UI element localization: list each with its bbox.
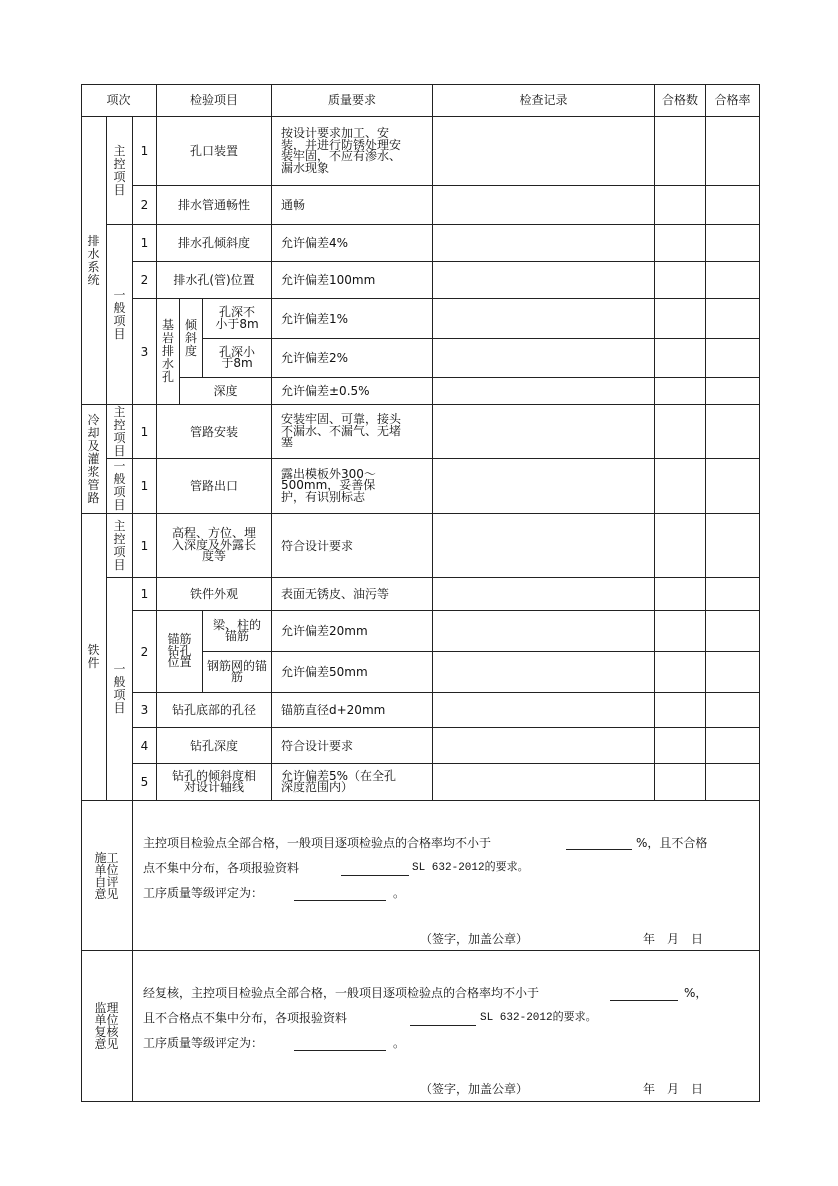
supervisor-line2-suffix: SL 632-2012的要求。: [480, 1012, 597, 1024]
quality-req-text: 安装牢固、可靠，接头不漏水、不漏气、无堵塞: [281, 412, 402, 450]
self-eval-period: 。: [393, 886, 406, 900]
self-eval-date: 年 月 日: [643, 932, 704, 946]
self-eval-line2-suffix: SL 632-2012的要求。: [412, 862, 529, 874]
category-main-1: [107, 117, 133, 225]
pass-rate-cell[interactable]: [706, 339, 760, 378]
self-eval-docs-blank[interactable]: [341, 863, 409, 876]
supervisor-docs-blank[interactable]: [410, 1013, 476, 1026]
supervisor-period: 。: [393, 1036, 406, 1050]
check-item: [203, 299, 272, 339]
quality-req: 允许偏差1%: [272, 299, 433, 339]
pass-rate-cell[interactable]: [706, 186, 760, 225]
quality-req: 允许偏差4%: [272, 225, 433, 262]
pass-rate-cell[interactable]: [706, 652, 760, 693]
check-item-text: 梁、柱的锚筋: [213, 617, 262, 643]
quality-req: [272, 459, 433, 514]
section-iron-label: 铁件: [87, 643, 100, 670]
check-record-cell[interactable]: [433, 186, 655, 225]
pass-count-cell[interactable]: [655, 611, 706, 652]
pass-count-cell[interactable]: [655, 514, 706, 578]
row-no: 2: [133, 186, 157, 225]
pass-count-cell[interactable]: [655, 728, 706, 764]
quality-req: 允许偏差2%: [272, 339, 433, 378]
row-no: 3: [133, 693, 157, 728]
section-cooling: [81, 405, 107, 514]
row-no: 5: [133, 764, 157, 801]
pass-rate-cell[interactable]: [706, 611, 760, 652]
self-eval-line2-text: 点不集中分布，各项报验资料: [143, 861, 300, 875]
category-main-label: 主控项目: [113, 405, 126, 458]
check-item: 孔口装置: [157, 117, 272, 186]
category-main-2: [107, 405, 133, 459]
quality-req: [272, 405, 433, 459]
category-general-label: 一般项目: [113, 662, 126, 715]
supervisor-line1-suffix: %，: [684, 986, 708, 1000]
check-record-cell[interactable]: [433, 728, 655, 764]
quality-req: [272, 764, 433, 801]
category-general-label: 一般项目: [113, 287, 126, 341]
check-record-cell[interactable]: [433, 578, 655, 611]
pass-count-cell[interactable]: [655, 339, 706, 378]
pass-rate-cell[interactable]: [706, 225, 760, 262]
row-no: 1: [133, 117, 157, 186]
check-item: 排水孔倾斜度: [157, 225, 272, 262]
pass-count-cell[interactable]: [655, 405, 706, 459]
check-item: [203, 611, 272, 652]
pass-rate-cell[interactable]: [706, 764, 760, 801]
pass-count-cell[interactable]: [655, 262, 706, 299]
supervisor-label-text: 监理单位复核意见: [94, 1001, 119, 1051]
row-no: 1: [133, 578, 157, 611]
check-item-text: 高程、方位、埋入深度及外露长度等: [171, 526, 256, 564]
quality-req: 锚筋直径d+20mm: [272, 693, 433, 728]
pass-rate-cell[interactable]: [706, 578, 760, 611]
row-no: 4: [133, 728, 157, 764]
header-quality-req: 质量要求: [272, 84, 433, 117]
supervisor-sign: （签字，加盖公章）: [420, 1082, 529, 1096]
quality-req-text: 允许偏差5%（在全孔深度范围内）: [281, 768, 397, 794]
supervisor-date: 年 月 日: [643, 1082, 704, 1096]
check-record-cell[interactable]: [433, 764, 655, 801]
section-drainage: [81, 117, 107, 405]
pass-rate-cell[interactable]: [706, 378, 760, 405]
check-item: [203, 652, 272, 693]
row-no: 3: [133, 299, 157, 405]
row-no: 1: [133, 514, 157, 578]
check-item-text: 孔深不小于8m: [215, 305, 259, 331]
self-eval-label-text: 施工单位自评意见: [94, 850, 119, 901]
self-eval-body: [133, 801, 760, 951]
check-record-cell[interactable]: [433, 652, 655, 693]
section-iron: [81, 514, 107, 801]
check-record-cell[interactable]: [433, 339, 655, 378]
check-record-cell[interactable]: [433, 693, 655, 728]
quality-req-text: 按设计要求加工、安装，并进行防锈处理安装牢固，不应有渗水、漏水现象: [281, 126, 402, 175]
pass-count-cell[interactable]: [655, 225, 706, 262]
supervisor-line2-text: 且不合格点不集中分布，各项报验资料: [143, 1011, 348, 1025]
header-check-record: 检查记录: [433, 84, 655, 117]
self-eval-line1-suffix: %，且不合格: [636, 836, 708, 850]
check-item: [157, 764, 272, 801]
check-record-cell[interactable]: [433, 611, 655, 652]
check-item: [203, 339, 272, 378]
quality-req: 允许偏差20mm: [272, 611, 433, 652]
group-bedrock-drain: [157, 299, 180, 405]
row-no: 1: [133, 225, 157, 262]
group-anchor-drill-position: [157, 611, 203, 693]
check-item: 钻孔底部的孔径: [157, 693, 272, 728]
pass-count-cell[interactable]: [655, 764, 706, 801]
section-cooling-label: 冷却及灌浆管路: [87, 412, 100, 505]
supervisor-label: [81, 951, 133, 1102]
pass-count-cell[interactable]: [655, 378, 706, 405]
quality-req: 允许偏差100mm: [272, 262, 433, 299]
check-item: 深度: [180, 378, 272, 405]
quality-req: 通畅: [272, 186, 433, 225]
category-main-label: 主控项目: [113, 518, 126, 572]
pass-rate-cell[interactable]: [706, 405, 760, 459]
pass-rate-cell[interactable]: [706, 299, 760, 339]
check-item: 铁件外观: [157, 578, 272, 611]
check-record-cell[interactable]: [433, 405, 655, 459]
quality-req: 符合设计要求: [272, 728, 433, 764]
pass-rate-cell[interactable]: [706, 693, 760, 728]
header-item-no: 项次: [81, 84, 157, 117]
sub-group-inclination: [180, 299, 203, 378]
row-no: 1: [133, 459, 157, 514]
row-no: 2: [133, 262, 157, 299]
category-main-3: [107, 514, 133, 578]
supervisor-line1-text: 经复核，主控项目检验点全部合格，一般项目逐项检验点的合格率均不小于: [143, 986, 540, 1000]
quality-req-text: 露出模板外300～500mm，妥善保护，有识别标志: [281, 466, 376, 504]
category-general-3: [107, 578, 133, 801]
pass-count-cell[interactable]: [655, 652, 706, 693]
row-no: 2: [133, 611, 157, 693]
group-bedrock-drain-label: 基岩排水孔: [161, 318, 174, 384]
supervisor-rate-blank[interactable]: [610, 988, 678, 1001]
pass-count-cell[interactable]: [655, 693, 706, 728]
pass-count-cell[interactable]: [655, 299, 706, 339]
pass-count-cell[interactable]: [655, 117, 706, 186]
header-check-item: 检验项目: [157, 84, 272, 117]
quality-req: [272, 117, 433, 186]
header-pass-rate: 合格率: [706, 84, 760, 117]
self-eval-grade-blank[interactable]: [294, 888, 386, 901]
check-item: 管路出口: [157, 459, 272, 514]
pass-rate-cell[interactable]: [706, 459, 760, 514]
category-general-2: [107, 459, 133, 514]
quality-req: 允许偏差±0.5%: [272, 378, 433, 405]
check-item: 管路安装: [157, 405, 272, 459]
pass-count-cell[interactable]: [655, 186, 706, 225]
check-record-cell[interactable]: [433, 378, 655, 405]
self-eval-line1: [143, 836, 491, 850]
supervisor-line3-text: 工序质量等级评定为：: [143, 1036, 264, 1050]
self-eval-label: [81, 801, 133, 951]
self-eval-line3-text: 工序质量等级评定为：: [143, 886, 264, 900]
pass-count-cell[interactable]: [655, 459, 706, 514]
check-item: 排水管通畅性: [157, 186, 272, 225]
row-no: 1: [133, 405, 157, 459]
check-record-cell[interactable]: [433, 299, 655, 339]
check-item: 排水孔(管)位置: [157, 262, 272, 299]
sub-group-inclination-label: 倾斜度: [184, 317, 197, 358]
check-record-cell[interactable]: [433, 117, 655, 186]
check-item: 钻孔深度: [157, 728, 272, 764]
pass-rate-cell[interactable]: [706, 728, 760, 764]
supervisor-body: [133, 951, 760, 1102]
check-item: [157, 514, 272, 578]
section-drainage-label: 排水系统: [87, 233, 100, 287]
header-pass-count: 合格数: [655, 84, 706, 117]
supervisor-grade-blank[interactable]: [294, 1038, 386, 1051]
check-item-text: 钻孔的倾斜度相对设计轴线: [172, 768, 257, 794]
category-general-label: 一般项目: [113, 459, 126, 512]
self-eval-line1-text: 主控项目检验点全部合格，一般项目逐项检验点的合格率均不小于: [143, 836, 492, 850]
category-main-label: 主控项目: [113, 143, 126, 197]
check-item-text: 孔深小于8m: [218, 344, 255, 370]
quality-req: 允许偏差50mm: [272, 652, 433, 693]
check-record-cell[interactable]: [433, 262, 655, 299]
check-record-cell[interactable]: [433, 459, 655, 514]
quality-req: 表面无锈皮、油污等: [272, 578, 433, 611]
group-anchor-drill-position-label: 锚筋钻孔位置: [167, 632, 192, 670]
check-record-cell[interactable]: [433, 514, 655, 578]
quality-req: 符合设计要求: [272, 514, 433, 578]
pass-rate-cell[interactable]: [706, 117, 760, 186]
category-general-1: [107, 225, 133, 405]
pass-rate-cell[interactable]: [706, 262, 760, 299]
check-record-cell[interactable]: [433, 225, 655, 262]
check-item-text: 钢筋网的锚筋: [207, 658, 268, 684]
self-eval-rate-blank[interactable]: [566, 837, 632, 850]
pass-rate-cell[interactable]: [706, 514, 760, 578]
pass-count-cell[interactable]: [655, 578, 706, 611]
self-eval-sign: （签字，加盖公章）: [420, 932, 529, 946]
